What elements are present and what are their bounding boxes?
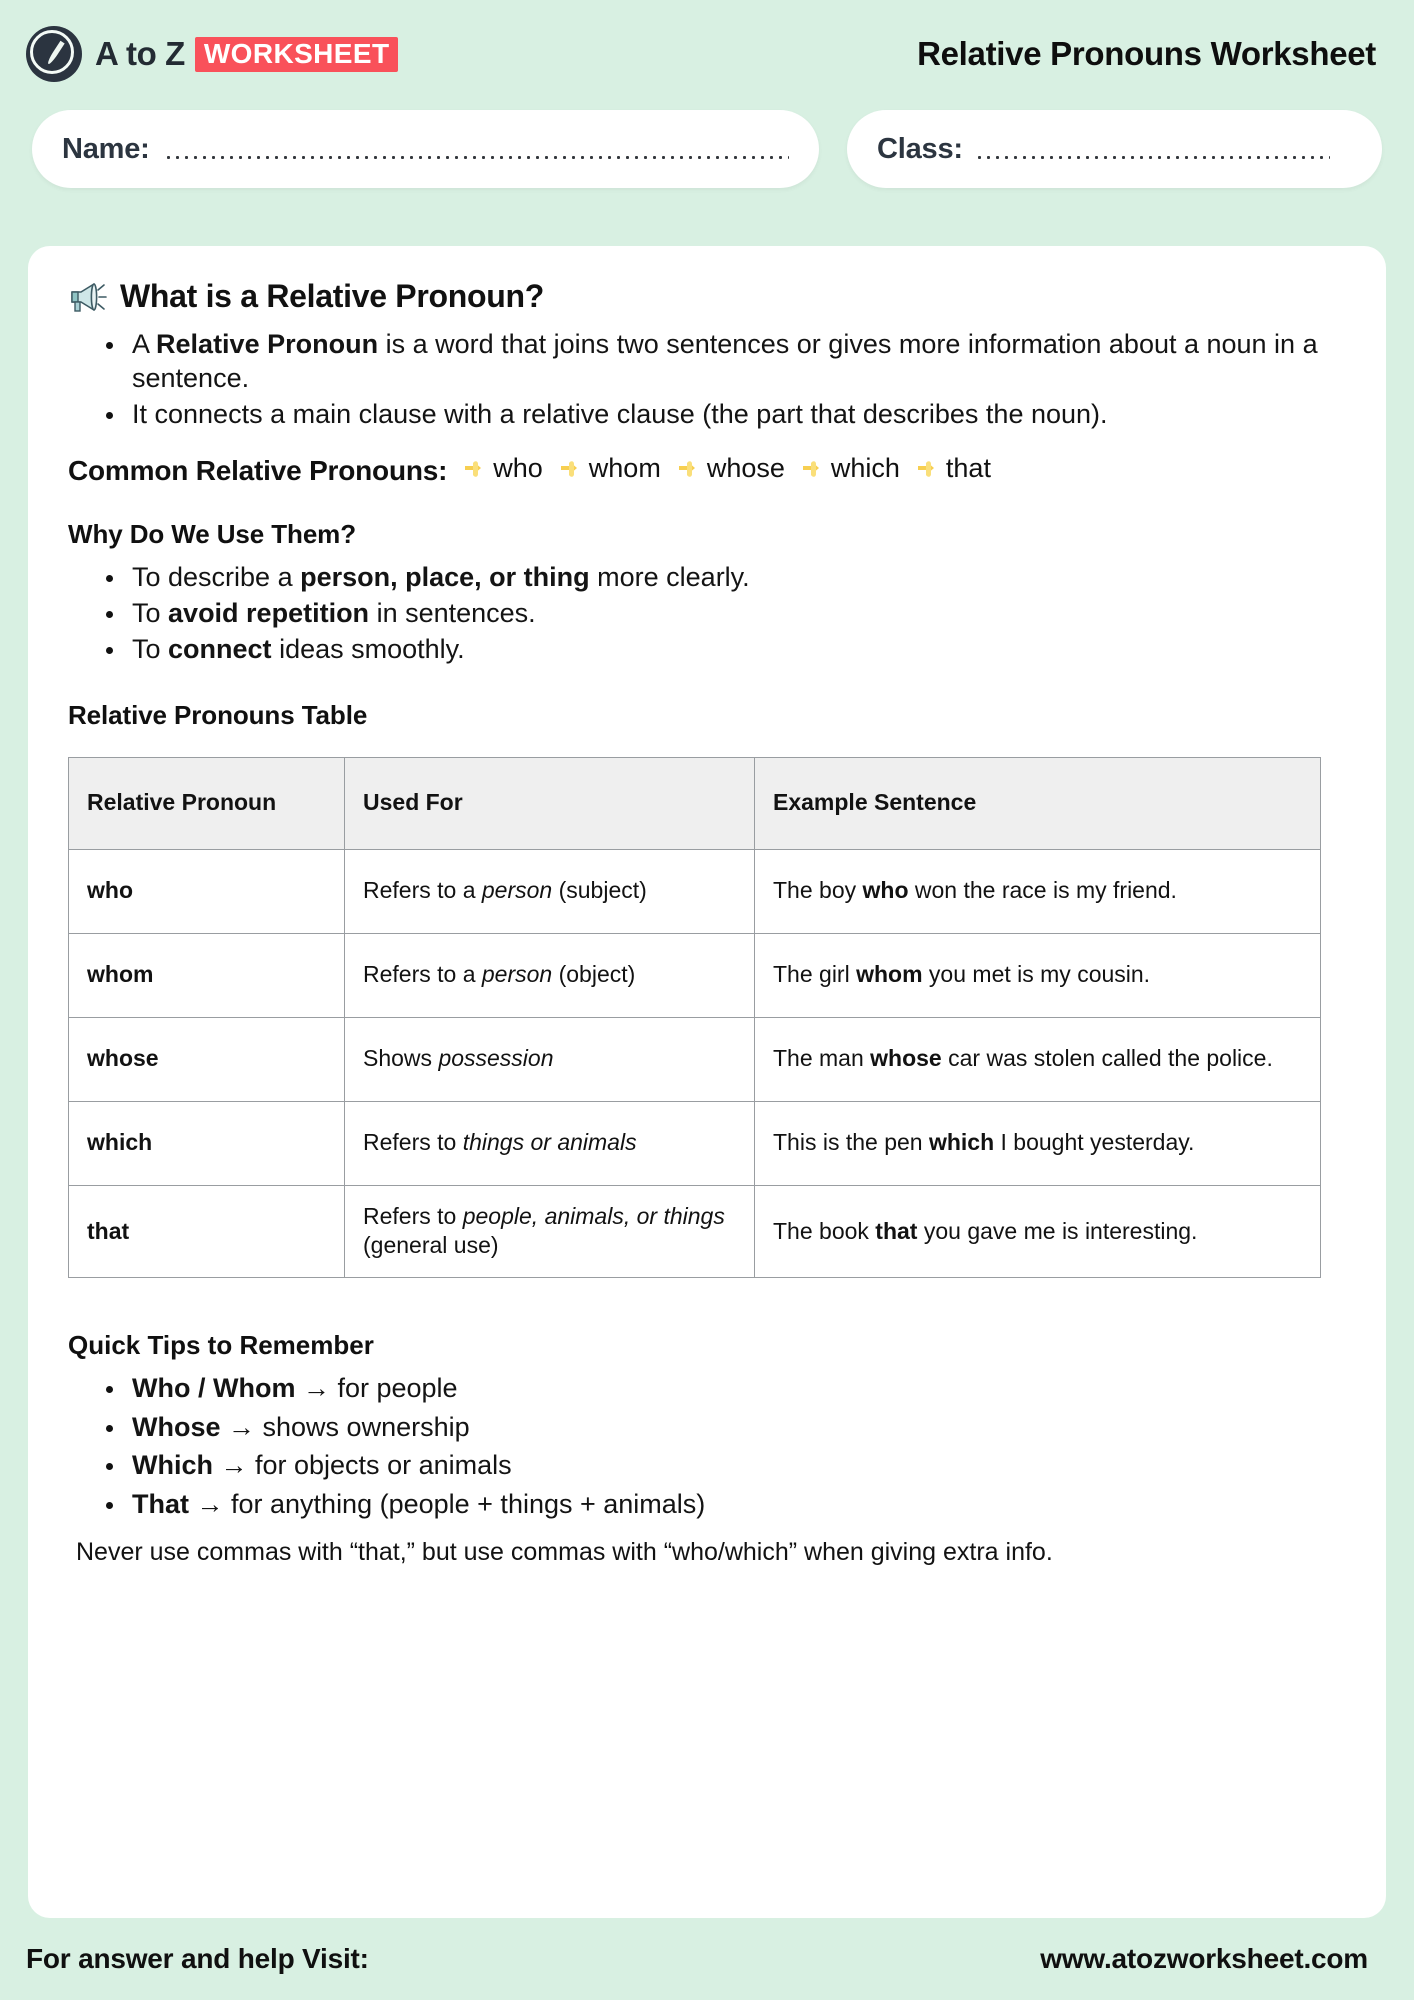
- common-pronouns-label: Common Relative Pronouns:: [68, 454, 448, 486]
- cell-used-for: [345, 1017, 755, 1101]
- used-for-post: (subject): [552, 877, 647, 904]
- cell-used-for: [345, 1101, 755, 1185]
- pointing-right-icon: [916, 458, 940, 480]
- column-header-used-for: Used For: [345, 757, 755, 849]
- table-row: [69, 933, 1321, 1017]
- class-field[interactable]: [847, 110, 1382, 188]
- bullet-text-pre: To: [132, 597, 169, 628]
- table-row: [69, 849, 1321, 933]
- table-row: [69, 1101, 1321, 1185]
- list-item: [90, 397, 1346, 431]
- tip-rest: → shows ownership: [220, 1411, 470, 1442]
- example-pre: The boy: [773, 877, 863, 904]
- tip-rest: → for people: [295, 1373, 458, 1404]
- used-for-pre: Shows: [363, 1045, 439, 1072]
- used-for-italic: possession: [438, 1045, 554, 1072]
- bullet-text-post: is a word that joins two sentences or gives more information about a noun in a sentence.: [132, 329, 1318, 394]
- brand-chip: WORKSHEET: [195, 37, 399, 72]
- pen-circle-logo-icon: [26, 26, 82, 82]
- class-label: Class:: [877, 132, 963, 165]
- why-heading: Why Do We Use Them?: [68, 518, 356, 549]
- cell-example: [755, 1185, 1321, 1278]
- example-post: you gave me is interesting.: [917, 1217, 1198, 1244]
- brand-name: A to Z: [95, 35, 185, 72]
- example-pre: The book: [773, 1217, 876, 1244]
- page-header: [0, 0, 1414, 108]
- name-field[interactable]: [32, 110, 819, 188]
- list-item: [90, 596, 1346, 630]
- example-bold: which: [928, 1129, 995, 1156]
- list-item: [90, 560, 1346, 594]
- list-item: [90, 1371, 1346, 1406]
- name-write-line[interactable]: [164, 136, 789, 162]
- bullet-text-bold: person, place, or thing: [300, 561, 590, 592]
- column-header-example: Example Sentence: [755, 757, 1321, 849]
- section-heading: [68, 278, 1346, 315]
- cell-pronoun: whose: [69, 1017, 345, 1101]
- tips-heading: Quick Tips to Remember: [68, 1330, 374, 1361]
- why-bullet-list: [90, 560, 1346, 666]
- common-pronoun-which: [801, 453, 900, 484]
- cell-used-for: [345, 849, 755, 933]
- tip-bold: That: [132, 1489, 189, 1520]
- common-pronoun-label: who: [493, 453, 543, 484]
- cell-pronoun: who: [69, 849, 345, 933]
- intro-bullet-list: [90, 327, 1346, 431]
- common-pronoun-label: that: [945, 453, 991, 484]
- example-bold: whom: [856, 961, 923, 988]
- tip-bold: Which: [132, 1450, 213, 1481]
- used-for-post: (general use): [363, 1232, 499, 1259]
- example-bold: whose: [870, 1045, 942, 1072]
- used-for-post: (object): [552, 961, 636, 988]
- example-post: won the race is my friend.: [908, 877, 1177, 904]
- tip-rest: → for objects or animals: [213, 1450, 512, 1481]
- bullet-text-pre: To: [132, 633, 169, 664]
- cell-pronoun: whom: [69, 933, 345, 1017]
- bullet-text-post: in sentences.: [369, 597, 536, 628]
- table-row: [69, 1185, 1321, 1278]
- example-pre: The girl: [773, 961, 857, 988]
- list-item: [90, 1487, 1346, 1522]
- example-post: car was stolen called the police.: [941, 1045, 1273, 1072]
- page-title: Relative Pronouns Worksheet: [917, 35, 1376, 72]
- bullet-text-bold: Relative Pronoun: [156, 329, 379, 359]
- bullet-text-pre: A: [132, 329, 157, 359]
- list-item: [90, 327, 1346, 395]
- bullet-text-post: more clearly.: [589, 561, 750, 592]
- cell-example: [755, 849, 1321, 933]
- table-heading: Relative Pronouns Table: [68, 699, 368, 730]
- student-info-row: [0, 110, 1414, 188]
- tip-bold: Who / Whom: [132, 1373, 296, 1404]
- column-header-pronoun: Relative Pronoun: [69, 757, 345, 849]
- pointing-right-icon: [463, 458, 487, 480]
- bullet-text-bold: avoid repetition: [168, 597, 370, 628]
- list-item: [90, 1448, 1346, 1483]
- example-bold: that: [875, 1217, 918, 1244]
- bullet-text-bold: connect: [168, 633, 272, 664]
- cell-pronoun: which: [69, 1101, 345, 1185]
- used-for-italic: person: [481, 961, 553, 988]
- brand-logo: [26, 26, 398, 82]
- class-write-line[interactable]: [975, 136, 1330, 162]
- comma-rule-note: Never use commas with “that,” but use commas with “who/which” when giving extra info.: [76, 1537, 1053, 1566]
- common-pronouns-line: [68, 453, 1346, 487]
- name-label: Name:: [62, 132, 150, 165]
- example-pre: The man: [773, 1045, 871, 1072]
- common-pronoun-label: which: [830, 453, 900, 484]
- footer-website-link[interactable]: www.atozworksheet.com: [1040, 1943, 1368, 1974]
- example-pre: This is the pen: [773, 1129, 929, 1156]
- used-for-pre: Refers to: [363, 1129, 463, 1156]
- common-pronoun-label: whose: [706, 453, 785, 484]
- common-pronoun-whose: [677, 453, 785, 484]
- common-pronoun-label: whom: [588, 453, 661, 484]
- used-for-pre: Refers to a: [363, 877, 482, 904]
- cell-used-for: [345, 1185, 755, 1278]
- page-footer: [0, 1918, 1414, 2000]
- pointing-right-icon: [801, 458, 825, 480]
- section-heading-text: What is a Relative Pronoun?: [120, 278, 544, 314]
- bullet-text-pre: To describe a: [132, 561, 301, 592]
- example-bold: who: [862, 877, 909, 904]
- tip-rest: → for anything (people + things + animals): [189, 1489, 706, 1520]
- used-for-italic: things or animals: [462, 1129, 637, 1156]
- used-for-italic: people, animals, or things: [462, 1202, 725, 1229]
- list-item: [90, 632, 1346, 666]
- common-pronoun-whom: [559, 453, 661, 484]
- common-pronoun-that: [916, 453, 991, 484]
- used-for-italic: person: [481, 877, 553, 904]
- bullet-text-post: ideas smoothly.: [271, 633, 465, 664]
- relative-pronouns-table: [68, 757, 1321, 1279]
- cell-example: [755, 1101, 1321, 1185]
- brand-wordmark: [95, 35, 398, 73]
- tip-bold: Whose: [132, 1411, 221, 1442]
- footer-help-text: For answer and help Visit:: [26, 1943, 369, 1974]
- pointing-right-icon: [677, 458, 701, 480]
- example-post: I bought yesterday.: [994, 1129, 1195, 1156]
- common-pronoun-who: [463, 453, 543, 484]
- cell-used-for: [345, 933, 755, 1017]
- used-for-pre: Refers to a: [363, 961, 482, 988]
- used-for-pre: Refers to: [363, 1202, 463, 1229]
- cell-example: [755, 933, 1321, 1017]
- worksheet-content-card: [28, 246, 1386, 1918]
- bullet-text-pre: It connects a main clause with a relative clause (the part that describes the noun).: [132, 399, 1108, 430]
- cell-example: [755, 1017, 1321, 1101]
- example-post: you met is my cousin.: [922, 961, 1151, 988]
- list-item: [90, 1410, 1346, 1445]
- cell-pronoun: that: [69, 1185, 345, 1278]
- tips-list: [90, 1371, 1346, 1521]
- pointing-right-icon: [559, 458, 583, 480]
- table-header-row: [69, 757, 1321, 849]
- megaphone-icon: [68, 280, 108, 314]
- table-row: [69, 1017, 1321, 1101]
